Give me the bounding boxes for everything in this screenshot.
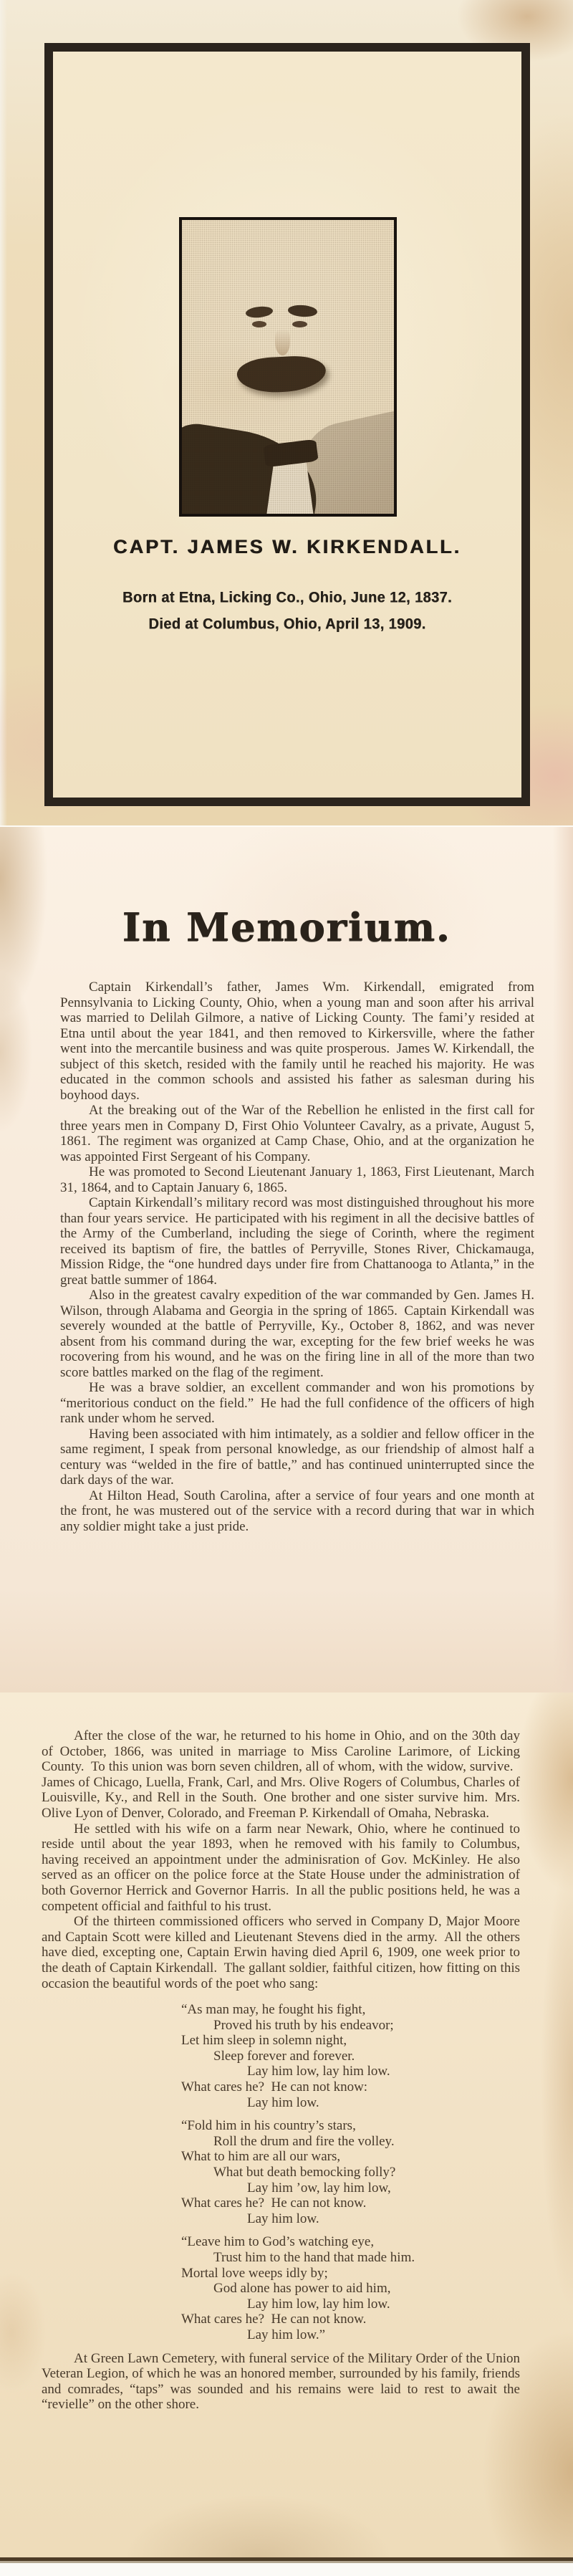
poem-line: Proved his truth by his endeavor; [213,2017,394,2033]
memorial-paragraph-1: Captain Kirkendall’s father, James Wm. Kirkendall, emigrated from Pennsylvania to Licking County, Ohio, when a young man and soon after his arrival was married to Delilah Gilmore, a native of Licking County. The fami’y resided at Etna until about the year 1841, and then removed to Kirkersville, where the father went into the mercantile business and was quite prosperous. James W. Kirkendall, the subject of this sketch, resided with the family until he reached his majority. He was educated in the common schools and assisted his father as salesman during his boyhood days. [60,980,534,1103]
poem-line: Lay him low, lay him low. [247,2296,390,2312]
memorial-paragraph-6: He was a brave soldier, an excellent commander and won his promotions by “meritorious conduct on the field.” He had the full confidence of the officers of high rank under whom he served. [60,1380,534,1426]
memorial-page [0,825,573,1692]
continuation-paper [0,1692,573,2561]
memorial-paragraph-2: At the breaking out of the War of the Rebellion he enlisted in the first call for three years men in Company D, First Ohio Volunteer Cavalry, as a private, August 5, 1861. The regiment was organized at Camp Chase, Ohio, and at the organization he was appointed First Sergeant of his Company. [60,1103,534,1164]
cover-born-line: Born at Etna, Licking Co., Ohio, June 12, 1837. [122,589,452,606]
poem-line: Lay him ’ow, lay him low, [247,2180,391,2196]
poem-line: What but death bemocking folly? [213,2165,396,2180]
memorial-paragraph-3: He was promoted to Second Lieutenant January 1, 1863, First Lieutenant, March 31, 1864, and to Captain January 6, 1865. [60,1164,534,1195]
memorial-poem [149,2002,520,2342]
poem-stanza-2 [149,2118,520,2226]
portrait-photo [179,217,397,517]
continuation-paragraph-3: Of the thirteen commissioned officers who served in Company D, Major Moore and Captain Scott were killed and Lieutenant Stevens died in the army. All the others have died, excepting one, Captain Erwin having died April 6, 1909, one week prior to the death of Captain Kirkendall. The gallant soldier, faithful citizen, how fitting on this occasion the beautiful words of the poet who sang: [42,1914,520,1991]
continuation-paragraph-1: After the close of the war, he returned to his home in Ohio, and on the 30th day of October, 1866, was united in marriage to Miss Caroline Larimore, of Licking County. To this union was born seven children, all of whom, with the widow, survive. James of Chicago, Luella, Frank, Carl, and Mrs. Olive Rogers of Columbus, Charles of Louisville, Ky., and Rell in the South. One brother and one sister survive him. Mrs. Olive Lyon of Denver, Colorado, and Freeman P. Kirkendall of Omaha, Nebraska. [42,1728,520,1821]
cover-title: CAPT. JAMES W. KIRKENDALL. [112,536,462,557]
poem-line: Roll the drum and fire the volley. [213,2133,395,2149]
cover-page [0,0,573,825]
memorial-paragraph-8: At Hilton Head, South Carolina, after a service of four years and one month at the front, he was mustered out of the service with a record during that war in which any soldier might take a just pride. [60,1488,534,1534]
poem-line: Lay him low. [247,2211,319,2226]
poem-line: “Fold him in his country’s stars, [181,2118,356,2134]
poem-line: What cares he? He can not know. [181,2196,367,2211]
memorial-heading: In Memorium. [122,904,451,950]
poem-line: Lay him low.” [247,2327,326,2342]
poem-line: Let him sleep in solemn night, [181,2033,347,2049]
cover-border-frame [44,43,530,806]
poem-stanza-1 [149,2002,520,2110]
poem-line: Lay him low, lay him low. [247,2064,390,2079]
poem-line: What cares he? He can not know. [181,2312,367,2327]
poem-line: Mortal love weeps idly by; [181,2265,328,2281]
cover-died-line: Died at Columbus, Ohio, April 13, 1909. [148,616,426,633]
memorial-paragraph-7: Having been associated with him intimately, as a soldier and fellow officer in the same regiment, I speak from personal knowledge, as our friendship of almost half a century was “welded in the fire of battle,” and has continued uninterrupted since the dark days of the war. [60,1426,534,1488]
poem-line: “Leave him to God’s watching eye, [181,2234,375,2250]
poem-line: Trust him to the hand that made him. [213,2250,415,2265]
portrait-sepia-tone [182,220,394,514]
poem-line: “As man may, he fought his fight, [181,2002,366,2018]
poem-stanza-3 [149,2234,520,2342]
memorial-paragraph-4: Captain Kirkendall’s military record was most distinguished throughout his more than four years service. He participated with his regiment in all the decisive battles of the Army of the Cumberland, including the siege of Corinth, where the regiment received its baptism of fire, the battles of Perryville, Stones River, Chickamauga, Mission Ridge, the “one hundred days under fire from Chattanooga to Atlanta,” in the great battle summer of 1864. [60,1195,534,1288]
memorial-body [60,980,534,1534]
poem-line: What to him are all our wars, [181,2149,341,2165]
poem-line: Lay him low. [247,2094,319,2110]
memorial-paragraph-5: Also in the greatest cavalry expedition of the war commanded by Gen. James H. Wilson, through Alabama and Georgia in the spring of 1865. Captain Kirkendall was severely wounded at the battle of Perryville, Ky., October 8, 1862, and was never absent from his command during the war, excepting for the few brief weeks he was rocovering from his wound, and he was on the firing line in all of the more than two score battles marked on the flag of the regiment. [60,1288,534,1380]
poem-line: Sleep forever and forever. [213,2048,355,2064]
closing-paragraph: At Green Lawn Cemetery, with funeral service of the Military Order of the Union Veteran Legion, of which he was an honored member, surrounded by his family, friends and comrades, “taps” was sounded and his remains were laid to rest to await the “revielle” on the other shore. [42,2350,520,2413]
continuation-body [42,1728,520,2413]
poem-line: God alone has power to aid him, [213,2281,391,2297]
continuation-paragraph-2: He settled with his wife on a farm near Newark, Ohio, where he continued to reside until about the year 1893, when he removed with his family to Columbus, having received an appointment under the adminisration of Gov. McKinley. He also served as an officer on the police force at the State House under the administration of both Governor Herrick and Governor Harris. In all the public positions held, he was a competent official and faithful to his trust. [42,1821,520,1914]
continuation-page [0,1692,573,2576]
poem-line: What cares he? He can not know: [181,2079,368,2095]
